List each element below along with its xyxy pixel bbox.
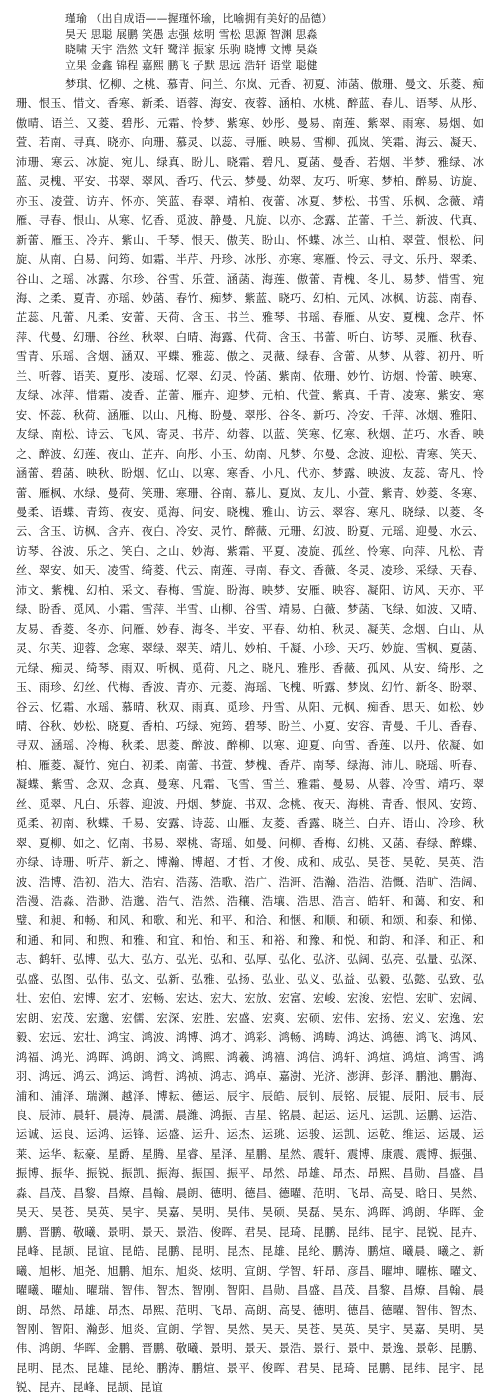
header-line-3: 晓啸 天宇 浩然 文轩 鹭洋 振家 乐驹 晓博 文博 昊焱 [65, 43, 318, 56]
name-list-text: 梦琪、忆柳、之桃、慕青、问兰、尔岚、元香、初夏、沛菡、傲珊、曼文、乐菱、痴珊、恨玉、惜文、香寒、新柔、语蓉、海安、夜蓉、涵柏、水桃、醉蓝、春儿、语琴、从彤、傲晴、语兰、又菱、碧彤、元霜、怜梦、紫寒、妙彤、曼易、南莲、紫翠、雨寒、易烟、如萱、若南、寻真、晓亦、向珊、慕灵、以蕊、寻雁、映易、雪柳、孤岚、笑霜、海云、凝天、沛珊、寒云、冰旋、宛儿、绿真、盼儿、晓霜、碧凡、夏菡、曼香、若烟、半梦、雅绿、冰蓝、灵槐、平安、书翠、翠风、香巧、代云、梦曼、幼翠、友巧、听寒、梦柏、醉易、访旋、亦玉、凌萱、访卉、怀亦、笑蓝、春翠、靖柏、夜蕾、冰夏、梦松、书雪、乐枫、念薇、靖雁、寻春、恨山、从寒、忆香、觅波、静曼、凡旋、以亦、念露、芷蕾、千兰、新波、代真、新蕾、雁玉、冷卉、紫山、千琴、恨天、傲芙、盼山、怀蝶、冰兰、山柏、翠萱、恨松、问旋、从南、白易、问筠、如霜、半芹、丹珍、冰彤、亦寒、寒雁、怜云、寻文、乐丹、翠柔、谷山、之瑶、冰露、尔珍、谷雪、乐萱、涵菡、海莲、傲蕾、青槐、冬儿、易梦、惜雪、宛海、之柔、夏青、亦瑶、妙菡、春竹、痴梦、紫蓝、晓巧、幻柏、元风、冰枫、访蕊、南春、芷蕊、凡蕾、凡柔、安蕾、天荷、含玉、书兰、雅琴、书瑶、春雁、从安、夏槐、念芹、怀萍、代曼、幻珊、谷丝、秋翠、白晴、海露、代荷、含玉、书蕾、听白、访琴、灵雁、秋春、雪青、乐瑶、含烟、涵双、平蝶、雅蕊、傲之、灵薇、绿春、含蕾、从梦、从蓉、初丹、听兰、听蓉、语芙、夏彤、凌瑶、忆翠、幻灵、怜菡、紫南、依珊、妙竹、访烟、怜蕾、映寒、友绿、冰萍、惜霜、凌香、芷蕾、雁卉、迎梦、元柏、代萱、紫真、千青、凌寒、紫安、寒安、怀蕊、秋荷、涵雁、以山、凡梅、盼曼、翠彤、谷冬、新巧、冷安、千萍、冰烟、雅阳、友绿、南松、诗云、飞风、寄灵、书芹、幼蓉、以蓝、笑寒、忆寒、秋烟、芷巧、水香、映之、醉波、幻莲、夜山、芷卉、向彤、小玉、幼南、凡梦、尔曼、念波、迎松、青寒、笑天、涵蕾、碧菡、映秋、盼烟、忆山、以寒、寒香、小凡、代亦、梦露、映波、友蕊、寄凡、怜蕾、雁枫、水绿、曼荷、笑珊、寒珊、谷南、慕儿、夏岚、友儿、小萱、紫青、妙菱、冬寒、曼柔、语蝶、青筠、夜安、觅海、问安、晓槐、雅山、访云、翠容、寒凡、晓绿、以菱、冬云、含玉、访枫、含卉、夜白、冷安、灵竹、醉薇、元珊、幻波、盼夏、元瑶、迎曼、水云、访琴、谷波、乐之、笑白、之山、妙海、紫霜、平夏、凌旋、孤丝、怜寒、向萍、凡松、青丝、翠安、如天、凌雪、绮菱、代云、南莲、寻南、春文、香薇、冬灵、凌珍、采绿、天春、沛文、紫槐、幻柏、采文、春梅、雪旋、盼海、映梦、安雁、映容、凝阳、访风、天亦、平绿、盼香、觅风、小霜、雪萍、半雪、山柳、谷雪、靖易、白薇、梦菡、飞绿、如波、又晴、友易、香菱、冬亦、问雁、妙春、海冬、半安、平春、幼柏、秋灵、凝芙、念烟、白山、从灵、尔芙、迎蓉、念寒、翠绿、翠芙、靖儿、妙柏、千凝、小珍、天巧、妙旋、雪枫、夏菡、元绿、痴灵、绮琴、雨双、听枫、觅荷、凡之、晓凡、雅彤、香薇、孤风、从安、绮彤、之玉、雨珍、幻丝、代梅、香波、青亦、元菱、海瑶、飞槐、听露、梦岚、幻竹、新冬、盼翠、谷云、忆霜、水瑶、慕晴、秋双、雨真、觅珍、丹雪、从阳、元枫、痴香、思天、如松、妙晴、谷秋、妙松、晓夏、香柏、巧绿、宛筠、碧琴、盼兰、小夏、安容、青曼、千儿、香春、寻双、涵瑶、冷梅、秋柔、思菱、醉波、醉柳、以寒、迎夏、向雪、香莲、以丹、依凝、如柏、雁菱、凝竹、宛白、初柔、南蕾、书萱、梦槐、香芹、南琴、绿海、沛儿、晓瑶、听春、凝蝶、紫雪、念双、念真、曼寒、凡霜、飞雪、雪兰、雅霜、曼易、从蓉、冷雪、靖巧、翠丝、觅翠、凡白、乐蓉、迎波、丹烟、梦旋、书双、念桃、夜天、海桃、青香、恨风、安筠、觅柔、初南、秋蝶、千易、安露、诗蕊、山雁、友菱、香露、晓兰、白卉、语山、冷珍、秋翠、夏柳、如之、忆南、书易、翠桃、寄瑶、如曼、问柳、香梅、幻桃、又菡、春绿、醉蝶、亦绿、诗珊、听芹、新之、博瀚、博超、才哲、才俊、成和、成弘、昊苍、昊乾、昊英、浩波、浩博、浩初、浩大、浩宕、浩荡、浩歌、浩广、浩涆、浩瀚、浩浩、浩慨、浩旷、浩阔、浩漫、浩淼、浩渺、浩邈、浩气、浩然、浩穰、浩壤、浩思、浩言、皓轩、和蔼、和安、和璧、和昶、和畅、和风、和歌、和光、和平、和洽、和惬、和顺、和硕、和颂、和泰、和悌、和通、和同、和煦、和雅、和宜、和怡、和玉、和裕、和豫、和悦、和韵、和泽、和正、和志、鹤轩、弘博、弘大、弘方、弘光、弘和、弘厚、弘化、弘济、弘阔、弘亮、弘量、弘深、弘盛、弘图、弘伟、弘文、弘新、弘雅、弘扬、弘业、弘义、弘益、弘毅、弘懿、弘致、弘壮、宏伯、宏博、宏才、宏畅、宏达、宏大、宏放、宏富、宏峻、宏浚、宏恺、宏旷、宏阔、宏朗、宏茂、宏邈、宏儒、宏深、宏胜、宏盛、宏爽、宏硕、宏伟、宏扬、宏义、宏逸、宏毅、宏远、宏壮、鸿宝、鸿波、鸿博、鸿才、鸿彩、鸿畅、鸿畴、鸿达、鸿德、鸿飞、鸿风、鸿福、鸿光、鸿晖、鸿朗、鸿文、鸿熙、鸿羲、鸿禧、鸿信、鸿轩、鸿煊、鸿煊、鸿雪、鸿羽、鸿远、鸿云、鸿运、鸿哲、鸿祯、鸿志、鸿卓、嘉澍、光济、澎湃、彭泽、鹏池、鹏海、浦和、浦泽、瑞渊、越泽、博耘、德运、辰宇、辰皓、辰钊、辰铭、辰锟、辰阳、辰韦、辰良、辰沛、晨轩、晨涛、晨濡、晨潍、鸿振、吉星、铭晨、起运、运凡、运凯、运鹏、运浩、运诚、运良、运鸿、运锋、运盛、运升、运杰、运珧、运骏、运凯、运乾、维运、运晟、运莱、运华、耘豪、星爵、星腾、星睿、星泽、星鹏、星然、震轩、震博、康震、震博、振强、振博、振华、振锐、振凯、振海、振国、振平、昂然、昂雄、昂杰、昂熙、昌勋、昌盛、昌淼、昌茂、昌黎、昌燎、昌翰、晨朗、德明、德昌、德曜、范明、飞昂、高旻、晗日、昊然、昊天、昊苍、昊英、昊宇、昊嘉、昊明、昊伟、昊硕、昊磊、昊东、鸿晖、鸿朗、华晖、金鹏、晋鹏、敬曦、景明、景天、景浩、俊晖、君昊、昆琦、昆鹏、昆纬、昆宇、昆锐、昆卉、昆峰、昆颉、昆谊、昆皓、昆鹏、昆明、昆杰、昆雄、昆纶、鹏涛、鹏煊、曦晨、曦之、新曦、旭彬、旭尧、旭鹏、旭东、旭炎、炫明、宣朗、学智、轩昂、彦昌、曜坤、曜栋、曜文、曜曦、曜灿、曜瑞、智伟、智杰、智刚、智阳、昌勋、昌盛、昌茂、昌黎、昌燎、昌翰、晨朗、昂然、昂雄、昂杰、昂熙、范明、飞昂、高朗、高旻、德明、德昌、德曜、智伟、智杰、智刚、智阳、瀚彭、旭炎、宣朗、学智、昊然、昊天、昊苍、昊英、昊宇、昊嘉、昊明、昊伟、鸿朗、华晖、金鹏、晋鹏、敬曦、景明、景天、景浩、景行、景中、景逸、景彰、昆鹏、昆明、昆杰、昆雄、昆纶、鹏涛、鹏煊、景平、俊晖、君昊、昆琦、昆鹏、昆纬、昆宇、昆锐、昆卉、昆峰、昆颉、昆谊 [16, 78, 484, 1395]
header-line-1: 瑾瑜 （出自成语——握瑾怀瑜，比喻拥有美好的品德） [65, 12, 333, 25]
header-line-4: 立果 金鑫 锦程 嘉熙 鹏飞 子默 思远 浩轩 语堂 聪健 [65, 58, 318, 72]
header-line-2: 昊天 思聪 展鹏 笑愚 志强 炫明 雪松 思源 智渊 思淼 [65, 27, 318, 41]
name-list-paragraph [16, 75, 484, 1395]
